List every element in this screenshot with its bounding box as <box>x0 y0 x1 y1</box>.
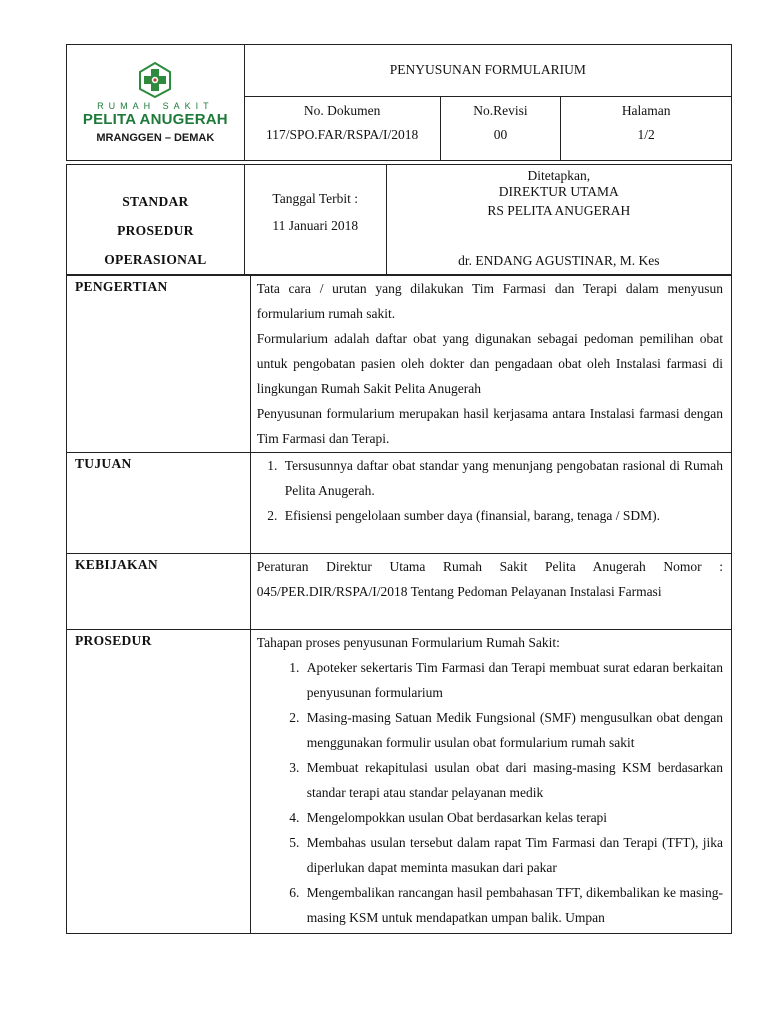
prosedur-steps <box>257 655 723 930</box>
hospital-cross-logo-icon <box>138 62 172 98</box>
page-cell <box>561 97 732 161</box>
page-value: 1/2 <box>637 127 655 142</box>
hospital-logo <box>67 62 244 144</box>
page-label: Halaman <box>621 103 671 118</box>
doc-number-value: 117/SPO.FAR/RSPA/I/2018 <box>266 127 419 142</box>
approval-position-1: DIREKTUR UTAMA <box>498 184 619 199</box>
logo-hospital-name: PELITA ANUGERAH <box>82 110 228 128</box>
sop-table <box>66 164 732 275</box>
content-table <box>66 275 732 934</box>
sop-document <box>66 44 732 934</box>
list-item: 3. Membuat rekapitulasi usulan obat dari masing-masing KSM berdasarkan standar terapi atau standar pelayanan medik <box>303 755 723 805</box>
section-pengertian <box>67 276 732 453</box>
section-body-kebijakan <box>250 554 731 630</box>
approval-set-by: Ditetapkan, <box>527 168 591 183</box>
section-prosedur <box>67 630 732 934</box>
sop-label-line2: PROSEDUR <box>117 223 194 238</box>
tujuan-list <box>257 453 723 528</box>
approval-cell <box>386 165 731 275</box>
list-item: 2. Efisiensi pengelolaan sumber daya (finansial, barang, tenaga / SDM). <box>281 503 723 528</box>
list-item: 4. Mengelompokkan usulan Obat berdasarkan kelas terapi <box>303 805 723 830</box>
pengertian-paragraph-2: Formularium adalah daftar obat yang digunakan sebagai pedoman pemilihan obat untuk pengobatan pasien oleh dokter dan pengadaan obat oleh Instalasi farmasi di lingkungan Rumah Sakit Pelita Anugerah <box>256 331 723 396</box>
list-item: 6. Mengembalikan rancangan hasil pembahasan TFT, dikembalikan ke masing-masing KSM untuk mendapatkan umpan balik. Umpan <box>303 880 723 930</box>
approval-signatory: dr. ENDANG AGUSTINAR, M. Kes <box>458 253 660 268</box>
issue-date-label: Tanggal Terbit : <box>272 191 358 206</box>
revision-cell <box>440 97 561 161</box>
list-item: 1. Tersusunnya daftar obat standar yang menunjang pengobatan rasional di Rumah Pelita Anugerah. <box>281 453 723 503</box>
header-table <box>66 44 732 161</box>
section-body-prosedur <box>250 630 731 934</box>
list-item: 1. Apoteker sekertaris Tim Farmasi dan Terapi membuat surat edaran berkaitan penyusunan formularium <box>303 655 723 705</box>
logo-top-text: RUMAH SAKIT <box>97 100 214 111</box>
approval-position-2: RS PELITA ANUGERAH <box>487 203 631 218</box>
section-body-pengertian <box>250 276 731 453</box>
prosedur-intro: Tahapan proses penyusunan Formularium Rumah Sakit: <box>256 635 560 650</box>
document-title-cell <box>244 45 731 97</box>
section-label-prosedur: PROSEDUR <box>67 630 251 934</box>
list-item: 2. Masing-masing Satuan Medik Fungsional (SMF) mengusulkan obat dengan menggunakan formulir usulan obat formularium rumah sakit <box>303 705 723 755</box>
pengertian-paragraph-1: Tata cara / urutan yang dilakukan Tim Farmasi dan Terapi dalam menyusun formularium rumah sakit. <box>256 281 723 321</box>
logo-location: MRANGGEN – DEMAK <box>96 131 215 144</box>
issue-date-cell <box>244 165 386 275</box>
list-item: 5. Membahas usulan tersebut dalam rapat Tim Farmasi dan Terapi (TFT), jika diperlukan dapat meminta masukan dari pakar <box>303 830 723 880</box>
document-title: PENYUSUNAN FORMULARIUM <box>389 62 586 77</box>
revision-value: 00 <box>493 127 508 142</box>
section-body-tujuan <box>250 453 731 554</box>
issue-date-value: 11 Januari 2018 <box>272 218 359 233</box>
hospital-logo-cell <box>67 45 245 161</box>
sop-label-line3: OPERASIONAL <box>104 252 207 267</box>
section-label-pengertian: PENGERTIAN <box>67 276 251 453</box>
section-tujuan <box>67 453 732 554</box>
section-kebijakan <box>67 554 732 630</box>
doc-number-label: No. Dokumen <box>303 103 381 118</box>
doc-number-cell <box>244 97 440 161</box>
section-label-tujuan: TUJUAN <box>67 453 251 554</box>
pengertian-paragraph-3: Penyusunan formularium merupakan hasil kerjasama antara Instalasi farmasi dengan Tim Farmasi dan Terapi. <box>256 406 723 446</box>
revision-label: No.Revisi <box>473 103 528 118</box>
kebijakan-text: Peraturan Direktur Utama Rumah Sakit Pelita Anugerah Nomor : 045/PER.DIR/RSPA/I/2018 Tentang Pedoman Pelayanan Instalasi Farmasi <box>256 559 723 599</box>
sop-label-cell <box>67 165 245 275</box>
sop-label-line1: STANDAR <box>122 194 189 209</box>
section-label-kebijakan: KEBIJAKAN <box>67 554 251 630</box>
